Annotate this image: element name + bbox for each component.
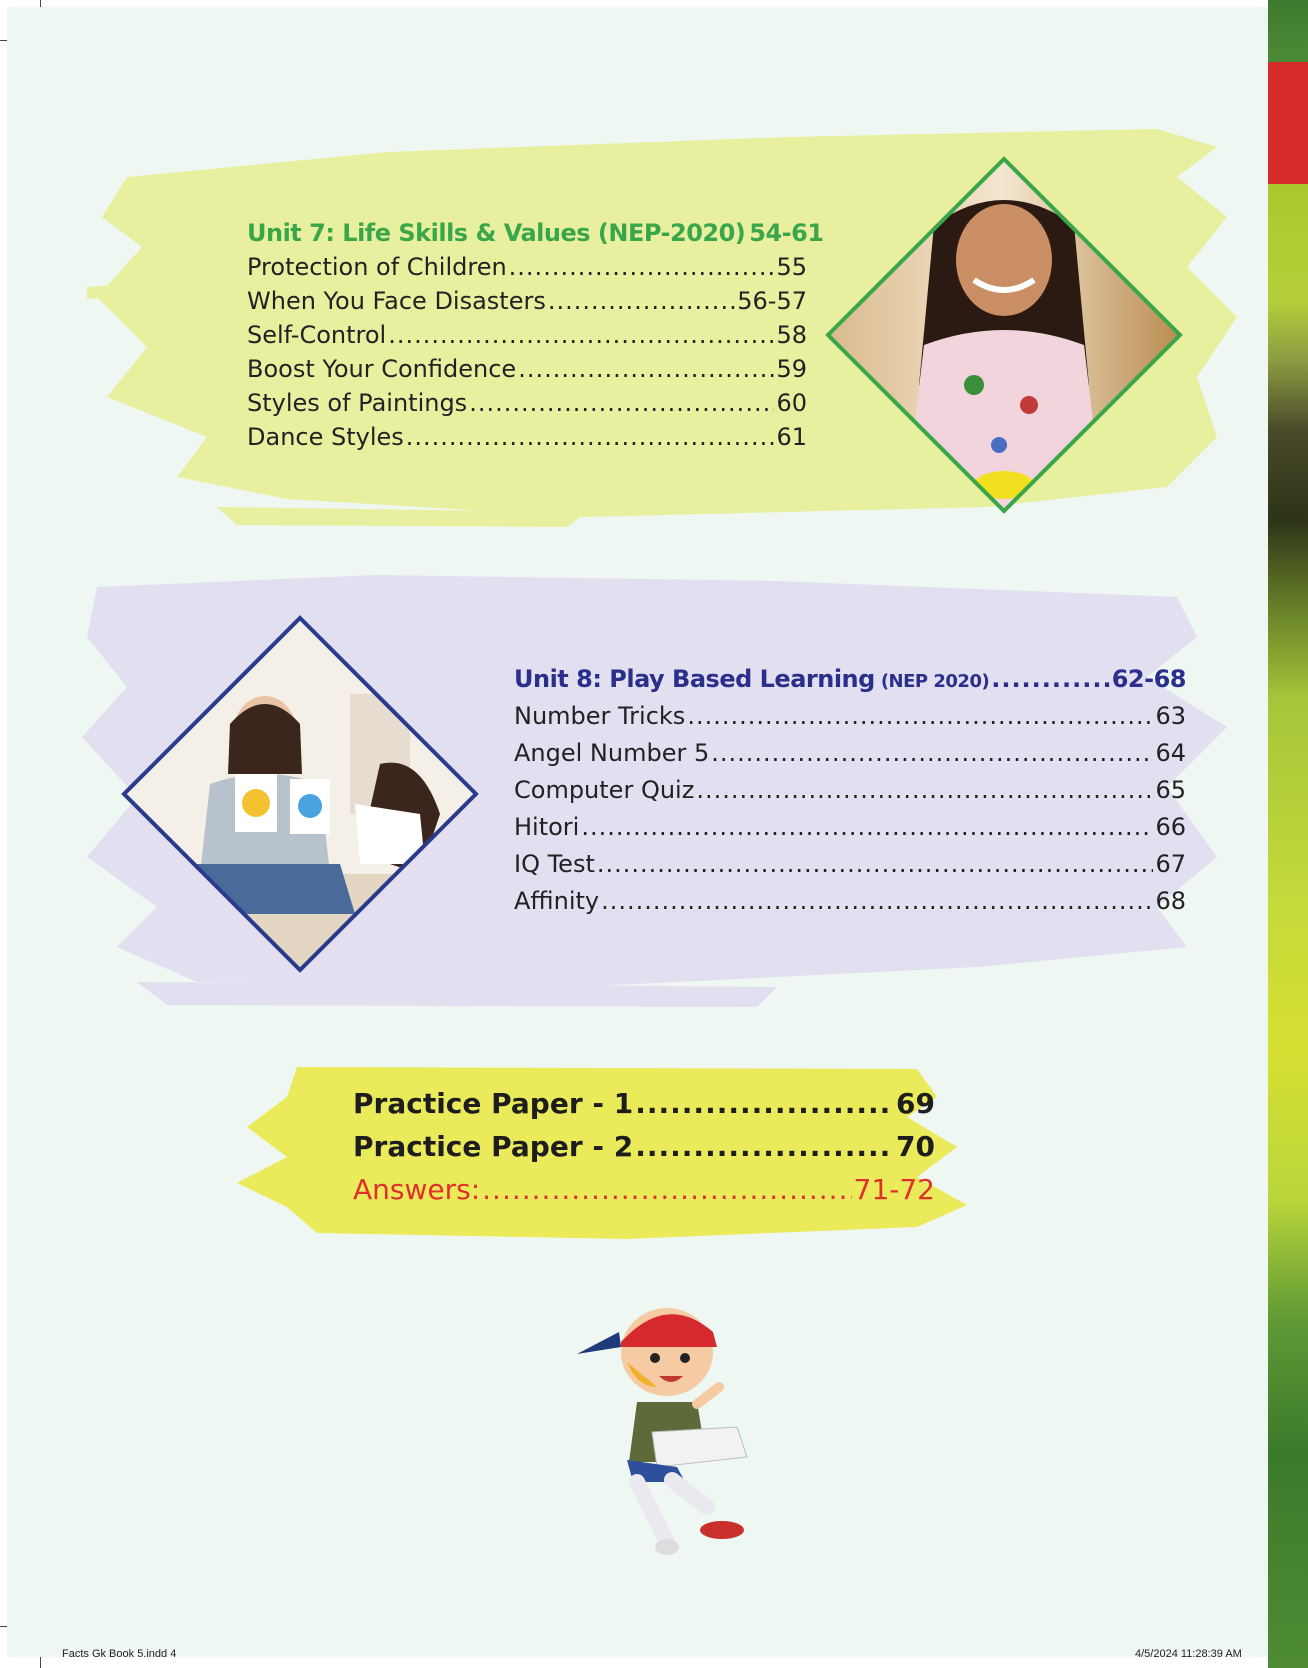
answers-page: 71-72 xyxy=(853,1173,935,1206)
unit7-toc xyxy=(247,219,824,457)
toc-entry-page: 65 xyxy=(1155,776,1186,804)
dot-leader xyxy=(597,850,1154,878)
toc-entry-page: 55 xyxy=(776,253,807,281)
unit7-photo xyxy=(824,155,1184,515)
toc-entry[interactable] xyxy=(514,776,1186,813)
toc-entry-label: Angel Number 5 xyxy=(514,739,710,767)
toc-entry-label: Dance Styles xyxy=(247,423,404,451)
dot-leader xyxy=(601,887,1153,915)
toc-entry-label: When You Face Disasters xyxy=(247,287,546,315)
toc-entry[interactable] xyxy=(247,423,807,457)
toc-entry-label: Boost Your Confidence xyxy=(247,355,517,383)
toc-entry-label: IQ Test xyxy=(514,850,595,878)
toc-entry[interactable] xyxy=(514,739,1186,776)
toc-entry-label: Practice Paper - 1 xyxy=(353,1087,634,1120)
dot-leader xyxy=(509,253,775,281)
toc-entry-page: 66 xyxy=(1155,813,1186,841)
toc-entry-page: 70 xyxy=(896,1130,935,1163)
toc-entry[interactable] xyxy=(514,813,1186,850)
dot-leader xyxy=(687,702,1153,730)
unit8-photo xyxy=(120,614,480,974)
toc-entry-label: Computer Quiz xyxy=(514,776,695,804)
toc-entry-label: Self-Control xyxy=(247,321,387,349)
unit8-heading-pages: 62-68 xyxy=(1111,665,1186,693)
unit8-heading-label: Unit 8: Play Based Learning xyxy=(514,665,875,693)
toc-entry[interactable] xyxy=(247,389,807,423)
toc-entry-page: 59 xyxy=(776,355,807,383)
mascot-boy-reading-illustration xyxy=(567,1292,767,1557)
toc-entry-label: Number Tricks xyxy=(514,702,686,730)
dot-leader xyxy=(635,1130,894,1163)
toc-entry-label: Hitori xyxy=(514,813,580,841)
unit8-heading-note: (NEP 2020) xyxy=(880,671,990,692)
practice-toc xyxy=(353,1087,935,1216)
toc-entry[interactable] xyxy=(353,1087,935,1130)
dot-leader xyxy=(711,739,1153,767)
unit7-heading-label: Unit 7: Life Skills & Values (NEP-2020) xyxy=(247,219,746,247)
toc-entry-page: 64 xyxy=(1155,739,1186,767)
footer-timestamp: 4/5/2024 11:28:39 AM xyxy=(1135,1648,1242,1660)
dot-leader xyxy=(581,813,1153,841)
dot-leader xyxy=(635,1087,894,1120)
dot-leader xyxy=(548,287,735,315)
toc-entry-page: 56-57 xyxy=(737,287,807,315)
unit7-heading[interactable] xyxy=(247,219,824,253)
dot-leader xyxy=(696,776,1153,804)
toc-entry[interactable] xyxy=(514,850,1186,887)
unit8-heading[interactable] xyxy=(514,665,1186,702)
dot-leader xyxy=(388,321,774,349)
unit7-heading-pages: 54-61 xyxy=(749,219,824,247)
toc-entry-page: 63 xyxy=(1155,702,1186,730)
footer-file-name: Facts Gk Book 5.indd 4 xyxy=(62,1648,177,1660)
answers-entry[interactable] xyxy=(353,1173,935,1216)
toc-entry-page: 67 xyxy=(1155,850,1186,878)
toc-entry-page: 68 xyxy=(1155,887,1186,915)
toc-entry-label: Protection of Children xyxy=(247,253,507,281)
toc-entry[interactable] xyxy=(353,1130,935,1173)
toc-entry-label: Styles of Paintings xyxy=(247,389,468,417)
toc-entry-page: 61 xyxy=(776,423,807,451)
toc-entry[interactable] xyxy=(514,702,1186,739)
dot-leader xyxy=(482,1173,851,1206)
toc-entry[interactable] xyxy=(247,253,807,287)
dot-leader xyxy=(518,355,774,383)
toc-entry[interactable] xyxy=(514,887,1186,924)
toc-entry-page: 60 xyxy=(776,389,807,417)
toc-entry[interactable] xyxy=(247,321,807,355)
toc-entry[interactable] xyxy=(247,287,807,321)
toc-entry-page: 58 xyxy=(776,321,807,349)
toc-entry[interactable] xyxy=(247,355,807,389)
answers-label: Answers: xyxy=(353,1173,481,1206)
decorative-side-strip xyxy=(1268,0,1308,1668)
toc-page xyxy=(7,7,1269,1657)
dot-leader xyxy=(991,665,1110,693)
dot-leader xyxy=(469,389,774,417)
unit8-toc xyxy=(514,665,1186,924)
toc-entry-label: Practice Paper - 2 xyxy=(353,1130,634,1163)
dot-leader xyxy=(406,423,775,451)
toc-entry-label: Affinity xyxy=(514,887,600,915)
toc-entry-page: 69 xyxy=(896,1087,935,1120)
